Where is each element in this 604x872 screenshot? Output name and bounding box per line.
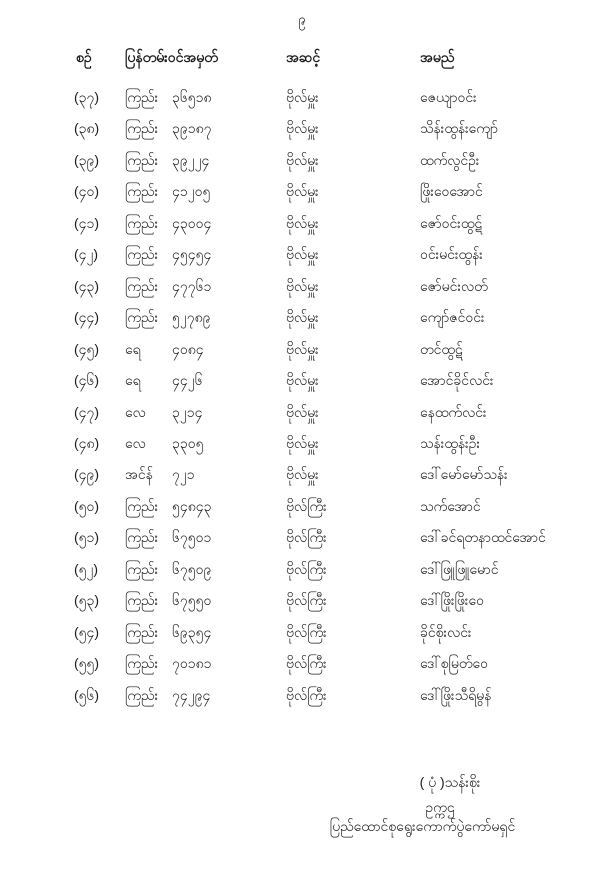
row-serial: (၄၆): [74, 372, 100, 389]
row-gazette-number: ၃၆၅၁၈: [172, 89, 212, 105]
row-rank: ဗိုလ်မှူး: [286, 89, 319, 105]
row-service-branch: ကြည်း: [125, 151, 159, 168]
signature-title: ဥက္ကဌ: [425, 799, 455, 815]
row-name: ဝင်းမင်းထွန်း: [420, 246, 483, 263]
row-serial: (၄၂): [74, 246, 99, 263]
row-rank: ဗိုလ်မှူး: [286, 434, 319, 451]
row-name: ဒေါ်ခင်ရတနာထင်အောင်: [420, 529, 546, 546]
row-rank: ဗိုလ်မှူး: [286, 403, 319, 420]
row-rank: ဗိုလ်မှူး: [286, 277, 319, 294]
row-gazette-number: ၃၂၁၄: [172, 403, 203, 420]
row-service-branch: လေ: [125, 403, 146, 420]
table-row: [0, 403, 604, 425]
row-rank: ဗိုလ်မှူး: [286, 183, 319, 200]
row-serial: (၄၇): [74, 403, 100, 420]
row-name: ဒေါ်ဖြိုးဖြိုးဝေ: [420, 592, 484, 609]
row-name: နေထက်လင်း: [420, 403, 487, 420]
table-row: [0, 182, 604, 204]
row-serial: (၅၆): [74, 686, 100, 703]
row-rank: ဗိုလ်ကြီး: [286, 497, 327, 514]
row-service-branch: ကြည်း: [125, 309, 159, 326]
header-serial: စဉ်: [76, 49, 92, 65]
row-gazette-number: ၅၂၇၈၉: [172, 309, 211, 326]
row-gazette-number: ၅၄၈၄၃: [172, 497, 212, 514]
row-gazette-number: ၆၇၅၅၀: [172, 592, 212, 609]
row-service-branch: ကြည်း: [125, 592, 159, 609]
table-row: [0, 528, 604, 550]
row-rank: ဗိုလ်မှူး: [286, 340, 319, 357]
row-service-branch: ရေ: [125, 340, 141, 357]
row-name: ခိုင်စိုးလင်း: [420, 623, 472, 640]
row-name: တင်ထွဋ်: [420, 340, 463, 357]
row-service-branch: ကြည်း: [125, 214, 159, 231]
row-name: ဇေယျာဝင်း: [420, 89, 477, 105]
table-row: [0, 497, 604, 519]
row-service-branch: ကြည်း: [125, 529, 159, 546]
page-number: ၉: [298, 11, 306, 27]
table-row: [0, 308, 604, 330]
row-rank: ဗိုလ်ကြီး: [286, 655, 327, 672]
header-rank: အဆင့်: [286, 49, 321, 65]
row-gazette-number: ၇၀၁၈၁: [172, 655, 212, 672]
row-service-branch: ကြည်း: [125, 246, 159, 263]
row-rank: ဗိုလ်မှူး: [286, 214, 319, 231]
row-serial: (၅၅): [74, 655, 100, 672]
table-row: [0, 277, 604, 299]
row-serial: (၄၁): [74, 214, 100, 231]
row-service-branch: ကြည်း: [125, 497, 159, 514]
row-name: ကျော်ဇင်ဝင်း: [420, 309, 485, 326]
row-gazette-number: ၄၅၄၅၄: [172, 246, 212, 263]
row-service-branch: ကြည်း: [125, 655, 159, 672]
row-service-branch: ကြည်း: [125, 623, 159, 640]
row-gazette-number: ၆၇၅၀၉: [172, 560, 212, 577]
row-serial: (၄၄): [74, 309, 100, 326]
row-rank: ဗိုလ်ကြီး: [286, 623, 327, 640]
row-name: ဇော်မင်းလတ်: [420, 277, 488, 294]
row-serial: (၄၀): [74, 183, 100, 200]
row-service-branch: ကြည်း: [125, 89, 159, 105]
row-rank: ဗိုလ်ကြီး: [286, 592, 327, 609]
row-gazette-number: ၄၃၀၀၄: [172, 214, 212, 231]
row-name: ဒေါ်ဖြူဖြူမောင်: [420, 560, 499, 577]
row-rank: ဗိုလ်မှူး: [286, 372, 319, 389]
row-service-branch: အင်န်: [125, 466, 153, 483]
row-service-branch: ကြည်း: [125, 183, 159, 200]
row-gazette-number: ၇၂၁: [172, 466, 195, 483]
row-rank: ဗိုလ်မှူး: [286, 151, 319, 168]
row-serial: (၃၈): [74, 120, 100, 137]
row-serial: (၄၃): [74, 277, 100, 294]
row-service-branch: ကြည်း: [125, 560, 159, 577]
row-serial: (၅၀): [74, 497, 100, 514]
table-row: [0, 465, 604, 487]
row-rank: ဗိုလ်ကြီး: [286, 560, 327, 577]
row-name: ထက်လွင်ဦး: [420, 151, 480, 168]
row-rank: ဗိုလ်ကြီး: [286, 686, 327, 703]
table-row: [0, 88, 604, 110]
row-gazette-number: ၄၀၈၄: [172, 340, 204, 357]
row-name: ဒေါ်ဖြိုးသီရိမွန်: [420, 686, 492, 703]
row-gazette-number: ၃၃၀၅: [172, 434, 204, 451]
row-gazette-number: ၃၉၂၂၄: [172, 151, 210, 168]
row-gazette-number: ၃၉၁၈၇: [172, 120, 212, 137]
row-service-branch: ကြည်း: [125, 277, 159, 294]
row-serial: (၄၈): [74, 434, 100, 451]
row-gazette-number: ၆၉၃၅၄: [172, 623, 212, 640]
table-row: [0, 623, 604, 645]
row-name: သန်းထွန်းဦး: [420, 434, 480, 451]
table-row: [0, 245, 604, 267]
header-name: အမည်: [420, 49, 455, 65]
row-rank: ဗိုလ်ကြီး: [286, 529, 327, 546]
header-gazette-number: ပြန်တမ်းဝင်အမှတ်: [125, 49, 218, 65]
row-name: သိန်းထွန်းကျော်: [420, 120, 498, 137]
table-row: [0, 371, 604, 393]
row-rank: ဗိုလ်မှူး: [286, 246, 319, 263]
signature-organization: ပြည်ထောင်စုရွေးကောက်ပွဲကော်မရှင်: [329, 818, 516, 834]
row-gazette-number: ၄၄၂၆: [172, 372, 203, 389]
signature-name: ( ပုံ )သန်းစိုး: [419, 774, 481, 790]
table-row: [0, 654, 604, 676]
row-serial: (၅၄): [74, 623, 100, 640]
row-service-branch: ကြည်း: [125, 120, 159, 137]
table-row: [0, 560, 604, 582]
row-name: ဇော်ဝင်းထွဋ်: [420, 214, 483, 231]
row-gazette-number: ၆၇၅၀၁: [172, 529, 212, 546]
row-serial: (၅၃): [74, 592, 100, 609]
row-name: အောင်ခိုင်လင်း: [420, 372, 494, 389]
row-serial: (၅၂): [74, 560, 99, 577]
row-service-branch: ကြည်း: [125, 686, 159, 703]
row-name: ဖြိုးဝေအောင်: [420, 183, 483, 200]
row-serial: (၅၁): [74, 529, 100, 546]
table-row: [0, 214, 604, 236]
row-name: ဒေါ်မော်မော်သန်း: [420, 466, 508, 483]
row-serial: (၃၇): [74, 89, 100, 105]
row-name: ဒေါ်စုမြတ်ဝေ: [420, 655, 488, 672]
row-gazette-number: ၄၁၂၀၅: [172, 183, 211, 200]
row-name: သက်အောင်: [420, 497, 481, 514]
row-service-branch: လေ: [125, 434, 146, 451]
row-rank: ဗိုလ်မှူး: [286, 309, 319, 326]
row-service-branch: ရေ: [125, 372, 141, 389]
table-row: [0, 340, 604, 362]
row-serial: (၄၉): [74, 466, 100, 483]
row-gazette-number: ၇၄၂၉၄: [172, 686, 211, 703]
row-serial: (၄၅): [74, 340, 100, 357]
row-gazette-number: ၄၇၇၆၁: [172, 277, 212, 294]
table-row: [0, 591, 604, 613]
row-serial: (၃၉): [74, 151, 100, 168]
row-rank: ဗိုလ်မှူး: [286, 120, 319, 137]
table-row: [0, 119, 604, 141]
table-row: [0, 434, 604, 456]
table-row: [0, 151, 604, 173]
row-rank: ဗိုလ်မှူး: [286, 466, 319, 483]
table-row: [0, 686, 604, 708]
